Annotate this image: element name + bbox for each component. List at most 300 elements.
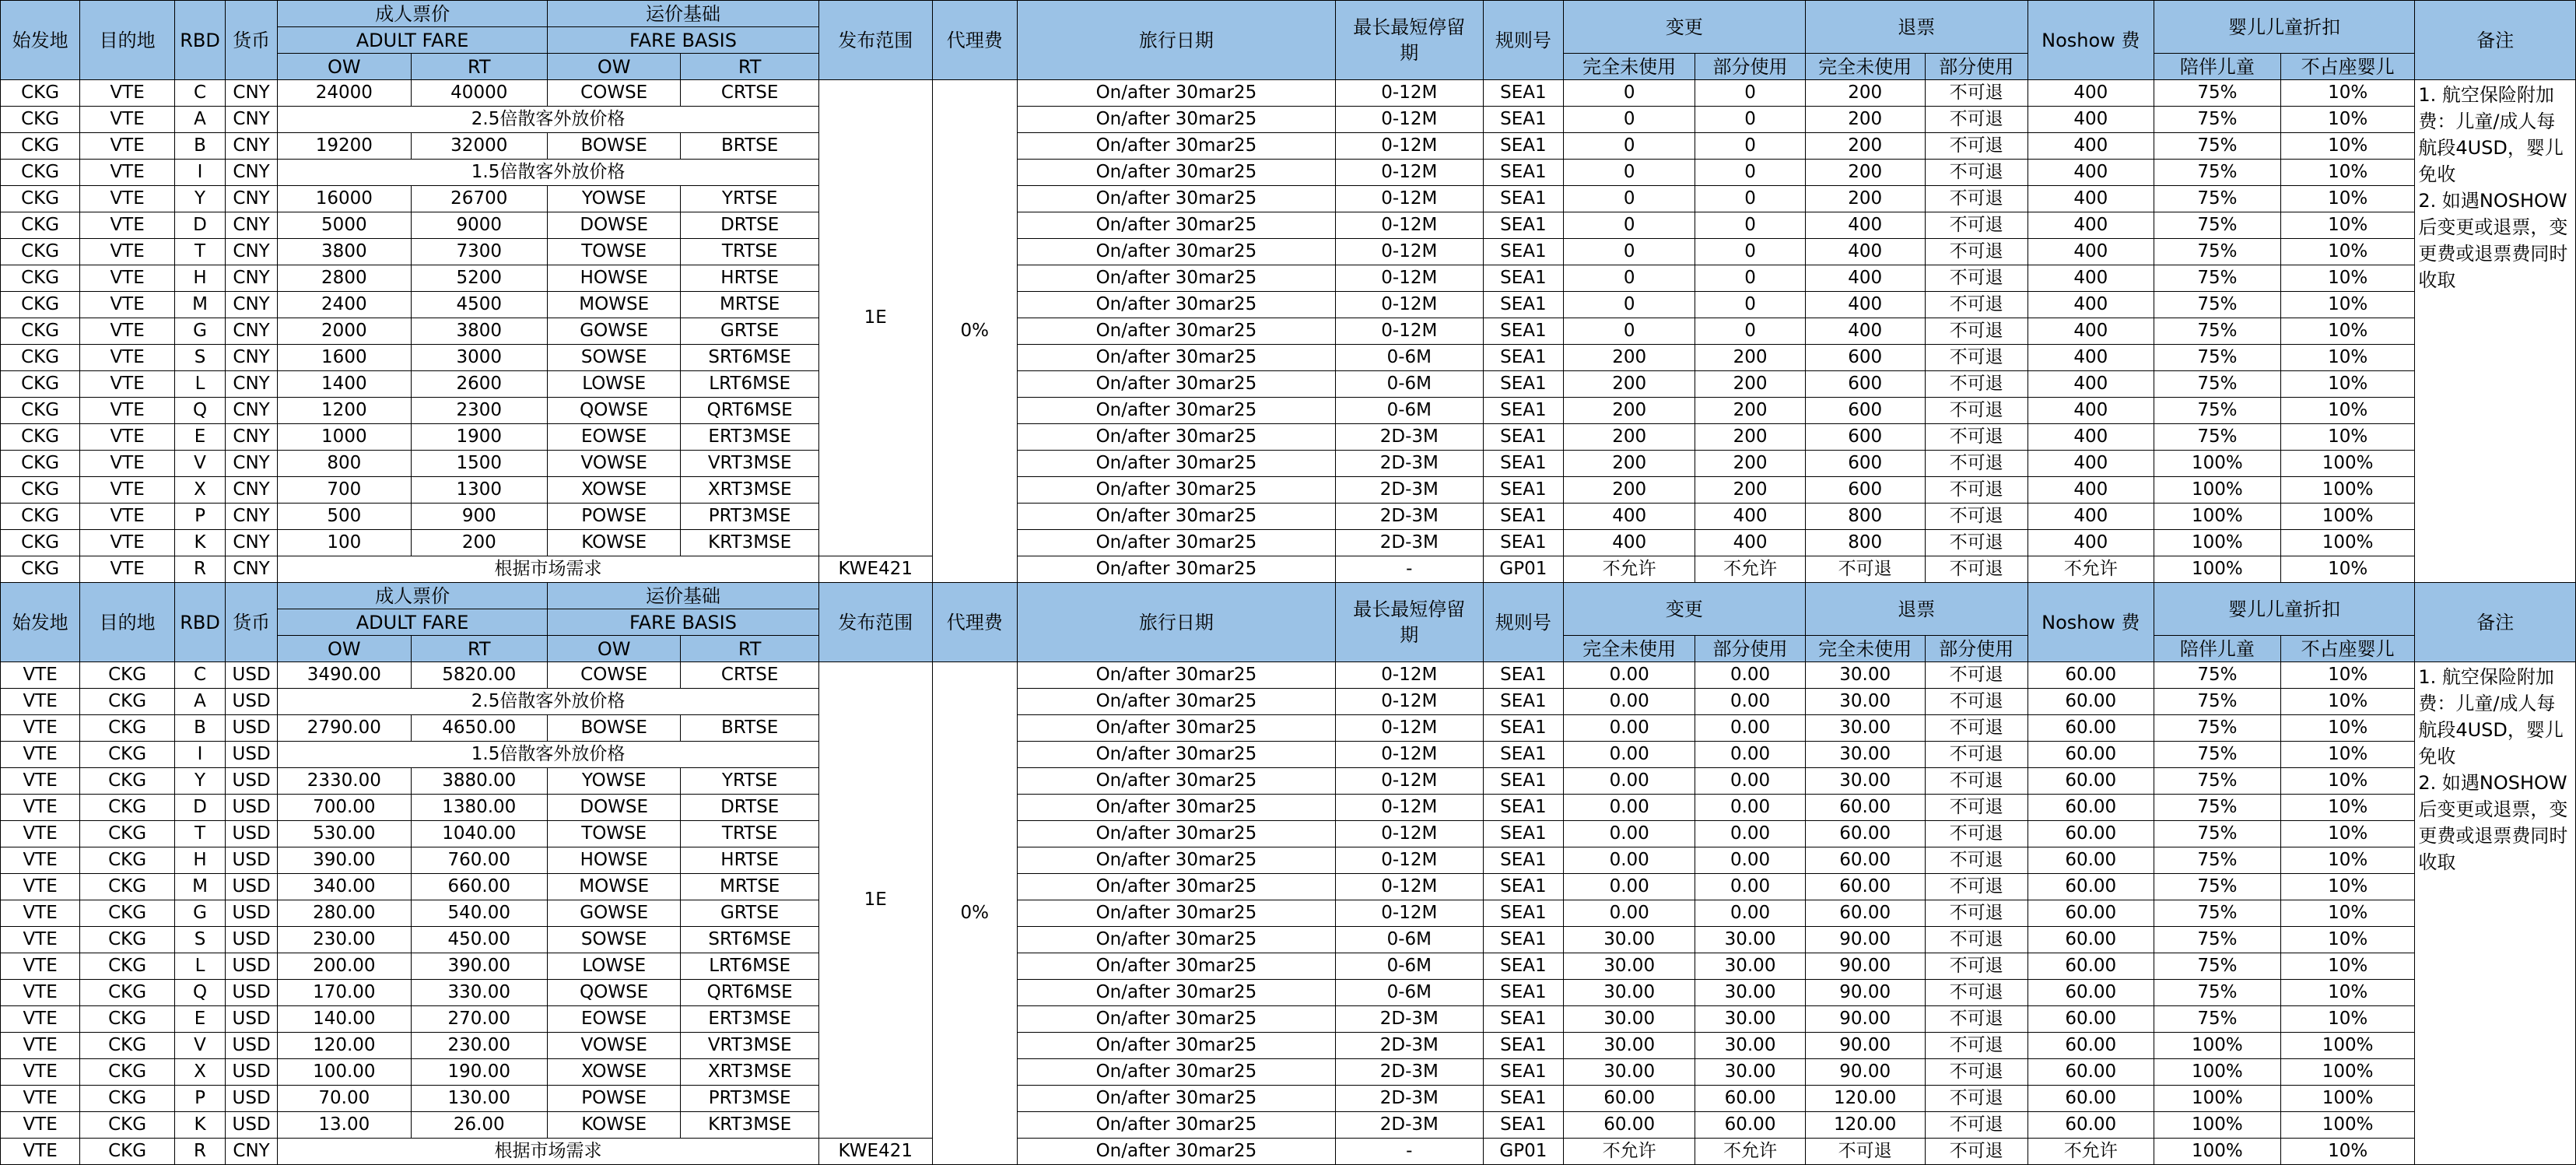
cell-stay: 2D-3M [1335, 530, 1483, 556]
cell-destination: CKG [80, 900, 175, 927]
cell-child-discount: 75% [2154, 1006, 2280, 1033]
cell-noshow: 60.00 [2028, 715, 2154, 742]
cell-change-partial: 0 [1695, 160, 1805, 186]
cell-destination: CKG [80, 927, 175, 953]
cell-rule: SEA1 [1483, 953, 1563, 980]
cell-change-partial: 0.00 [1695, 662, 1805, 689]
cell-child-discount: 75% [2154, 927, 2280, 953]
cell-refund-partial: 不可退 [1925, 980, 2028, 1006]
cell-infant-discount: 10% [2280, 742, 2414, 768]
cell-child-discount: 75% [2154, 821, 2280, 847]
cell-fare-ow: 2400 [278, 292, 411, 318]
header-fare-basis-en: FARE BASIS [548, 609, 819, 636]
cell-travel-date: On/after 30mar25 [1017, 742, 1335, 768]
cell-basis-rt: DRTSE [681, 795, 819, 821]
cell-refund-unused: 600 [1805, 424, 1925, 451]
cell-destination: VTE [80, 80, 175, 107]
table-row [1, 1006, 2576, 1033]
cell-travel-date: On/after 30mar25 [1017, 530, 1335, 556]
cell-rbd: G [175, 900, 226, 927]
cell-rbd: H [175, 847, 226, 874]
cell-scope: KWE421 [818, 1139, 932, 1165]
cell-currency: USD [226, 795, 278, 821]
cell-child-discount: 100% [2154, 1139, 2280, 1165]
cell-change-partial: 0.00 [1695, 821, 1805, 847]
cell-stay: 0-12M [1335, 689, 1483, 715]
cell-destination: VTE [80, 212, 175, 239]
header-change-fully-unused: 完全未使用 [1564, 636, 1695, 662]
cell-fare-note: 根据市场需求 [278, 1139, 819, 1165]
cell-stay: 2D-3M [1335, 1086, 1483, 1112]
cell-noshow: 400 [2028, 477, 2154, 504]
cell-change-unused: 200 [1564, 345, 1695, 371]
cell-rule: SEA1 [1483, 927, 1563, 953]
cell-origin: VTE [1, 715, 80, 742]
table-row [1, 1139, 2576, 1165]
cell-currency: USD [226, 980, 278, 1006]
cell-infant-discount: 100% [2280, 1059, 2414, 1086]
cell-fare-rt: 2600 [411, 371, 548, 398]
cell-change-partial: 0 [1695, 133, 1805, 160]
cell-currency: CNY [226, 133, 278, 160]
cell-refund-partial: 不可退 [1925, 1059, 2028, 1086]
cell-origin: CKG [1, 265, 80, 292]
cell-refund-partial: 不可退 [1925, 715, 2028, 742]
cell-noshow: 60.00 [2028, 742, 2154, 768]
header-rbd: RBD [175, 1, 226, 80]
cell-refund-partial: 不可退 [1925, 504, 2028, 530]
cell-noshow: 400 [2028, 265, 2154, 292]
cell-origin: CKG [1, 477, 80, 504]
cell-refund-unused: 90.00 [1805, 1033, 1925, 1059]
cell-change-partial: 0.00 [1695, 847, 1805, 874]
cell-refund-partial: 不可退 [1925, 795, 2028, 821]
cell-stay: 0-6M [1335, 371, 1483, 398]
cell-stay: 2D-3M [1335, 1033, 1483, 1059]
cell-change-partial: 60.00 [1695, 1086, 1805, 1112]
cell-change-unused: 30.00 [1564, 1033, 1695, 1059]
cell-rbd: S [175, 345, 226, 371]
cell-stay: 0-12M [1335, 900, 1483, 927]
cell-child-discount: 100% [2154, 556, 2280, 583]
header-scope: 发布范围 [818, 583, 932, 662]
cell-basis-rt: HRTSE [681, 265, 819, 292]
cell-fare-ow: 16000 [278, 186, 411, 212]
cell-origin: VTE [1, 1086, 80, 1112]
cell-infant-discount: 10% [2280, 80, 2414, 107]
table-row [1, 265, 2576, 292]
cell-refund-partial: 不可退 [1925, 212, 2028, 239]
header-rbd: RBD [175, 583, 226, 662]
cell-travel-date: On/after 30mar25 [1017, 768, 1335, 795]
header-fare-basis-cn: 运价基础 [548, 1, 819, 27]
cell-rule: SEA1 [1483, 107, 1563, 133]
cell-change-partial: 30.00 [1695, 953, 1805, 980]
cell-infant-discount: 100% [2280, 477, 2414, 504]
cell-currency: CNY [226, 212, 278, 239]
cell-change-unused: 0.00 [1564, 795, 1695, 821]
cell-fare-note: 根据市场需求 [278, 556, 819, 583]
cell-basis-rt: LRT6MSE [681, 371, 819, 398]
cell-infant-discount: 10% [2280, 953, 2414, 980]
cell-stay: 2D-3M [1335, 504, 1483, 530]
cell-fare-rt: 130.00 [411, 1086, 548, 1112]
cell-origin: CKG [1, 371, 80, 398]
cell-fare-rt: 2300 [411, 398, 548, 424]
cell-basis-rt: HRTSE [681, 847, 819, 874]
cell-change-unused: 60.00 [1564, 1112, 1695, 1139]
table-row [1, 451, 2576, 477]
cell-rule: SEA1 [1483, 742, 1563, 768]
cell-noshow: 60.00 [2028, 900, 2154, 927]
cell-rbd: V [175, 1033, 226, 1059]
cell-change-partial: 30.00 [1695, 1033, 1805, 1059]
cell-infant-discount: 10% [2280, 318, 2414, 345]
cell-refund-unused: 400 [1805, 292, 1925, 318]
cell-rbd: X [175, 1059, 226, 1086]
table-row [1, 212, 2576, 239]
cell-travel-date: On/after 30mar25 [1017, 371, 1335, 398]
header-remarks: 备注 [2415, 1, 2576, 80]
cell-refund-partial: 不可退 [1925, 318, 2028, 345]
cell-stay: 0-12M [1335, 318, 1483, 345]
cell-fare-rt: 200 [411, 530, 548, 556]
cell-currency: USD [226, 1112, 278, 1139]
cell-destination: CKG [80, 662, 175, 689]
cell-stay: 0-12M [1335, 186, 1483, 212]
cell-destination: VTE [80, 107, 175, 133]
cell-basis-rt: TRTSE [681, 821, 819, 847]
cell-rbd: P [175, 1086, 226, 1112]
cell-infant-discount: 10% [2280, 980, 2414, 1006]
cell-basis-rt: XRT3MSE [681, 477, 819, 504]
cell-rule: GP01 [1483, 556, 1563, 583]
cell-refund-unused: 200 [1805, 160, 1925, 186]
cell-stay: 0-12M [1335, 874, 1483, 900]
cell-origin: VTE [1, 1139, 80, 1165]
cell-remarks [2415, 662, 2576, 1165]
cell-basis-rt: MRTSE [681, 292, 819, 318]
cell-change-partial: 0.00 [1695, 689, 1805, 715]
cell-travel-date: On/after 30mar25 [1017, 795, 1335, 821]
header-agency-fee: 代理费 [932, 1, 1017, 80]
cell-infant-discount: 10% [2280, 398, 2414, 424]
cell-rule: SEA1 [1483, 980, 1563, 1006]
cell-origin: VTE [1, 689, 80, 715]
header-change-fully-unused: 完全未使用 [1564, 54, 1695, 80]
cell-rbd: B [175, 133, 226, 160]
cell-stay: 0-6M [1335, 927, 1483, 953]
cell-currency: USD [226, 1086, 278, 1112]
cell-change-unused: 不允许 [1564, 556, 1695, 583]
cell-fare-ow: 19200 [278, 133, 411, 160]
cell-refund-partial: 不可退 [1925, 900, 2028, 927]
cell-refund-partial: 不可退 [1925, 1006, 2028, 1033]
cell-change-partial: 30.00 [1695, 1059, 1805, 1086]
cell-rule: SEA1 [1483, 133, 1563, 160]
cell-change-unused: 0 [1564, 80, 1695, 107]
cell-refund-unused: 200 [1805, 186, 1925, 212]
cell-child-discount: 75% [2154, 107, 2280, 133]
cell-noshow: 400 [2028, 80, 2154, 107]
header-scope: 发布范围 [818, 1, 932, 80]
cell-fare-rt: 760.00 [411, 847, 548, 874]
cell-basis-ow: GOWSE [548, 900, 681, 927]
cell-currency: CNY [226, 1139, 278, 1165]
cell-child-discount: 100% [2154, 451, 2280, 477]
cell-currency: CNY [226, 424, 278, 451]
header-currency: 货币 [226, 583, 278, 662]
cell-change-unused: 0 [1564, 160, 1695, 186]
cell-basis-rt: SRT6MSE [681, 345, 819, 371]
cell-travel-date: On/after 30mar25 [1017, 504, 1335, 530]
cell-basis-ow: COWSE [548, 662, 681, 689]
cell-origin: VTE [1, 927, 80, 953]
cell-refund-partial: 不可退 [1925, 265, 2028, 292]
cell-rule: SEA1 [1483, 477, 1563, 504]
cell-travel-date: On/after 30mar25 [1017, 1112, 1335, 1139]
cell-stay: 0-12M [1335, 715, 1483, 742]
cell-rbd: R [175, 1139, 226, 1165]
cell-noshow: 60.00 [2028, 874, 2154, 900]
cell-rbd: I [175, 742, 226, 768]
table-row [1, 186, 2576, 212]
header-refund-partially-used: 部分使用 [1925, 54, 2028, 80]
cell-child-discount: 75% [2154, 186, 2280, 212]
cell-basis-rt: PRT3MSE [681, 1086, 819, 1112]
cell-fare-ow: 100.00 [278, 1059, 411, 1086]
cell-change-partial: 200 [1695, 424, 1805, 451]
cell-currency: USD [226, 1059, 278, 1086]
table-row [1, 768, 2576, 795]
cell-rule: SEA1 [1483, 292, 1563, 318]
cell-child-discount: 75% [2154, 953, 2280, 980]
cell-basis-ow: HOWSE [548, 265, 681, 292]
cell-rbd: Q [175, 980, 226, 1006]
cell-origin: CKG [1, 107, 80, 133]
cell-infant-discount: 10% [2280, 1139, 2414, 1165]
cell-stay: 0-12M [1335, 160, 1483, 186]
cell-origin: VTE [1, 662, 80, 689]
cell-change-unused: 30.00 [1564, 1006, 1695, 1033]
cell-refund-unused: 800 [1805, 504, 1925, 530]
cell-origin: CKG [1, 239, 80, 265]
cell-fare-rt: 4650.00 [411, 715, 548, 742]
cell-rule: SEA1 [1483, 265, 1563, 292]
cell-rule: SEA1 [1483, 768, 1563, 795]
cell-fare-note: 1.5倍散客外放价格 [278, 742, 819, 768]
cell-change-unused: 0.00 [1564, 900, 1695, 927]
cell-travel-date: On/after 30mar25 [1017, 107, 1335, 133]
header-basis-ow: OW [548, 636, 681, 662]
cell-refund-unused: 30.00 [1805, 715, 1925, 742]
cell-infant-discount: 10% [2280, 239, 2414, 265]
cell-change-unused: 200 [1564, 371, 1695, 398]
cell-stay: 0-12M [1335, 821, 1483, 847]
table-row [1, 371, 2576, 398]
table-row [1, 107, 2576, 133]
cell-basis-ow: KOWSE [548, 1112, 681, 1139]
cell-travel-date: On/after 30mar25 [1017, 239, 1335, 265]
cell-travel-date: On/after 30mar25 [1017, 715, 1335, 742]
cell-currency: CNY [226, 318, 278, 345]
table-row [1, 1033, 2576, 1059]
cell-refund-partial: 不可退 [1925, 689, 2028, 715]
cell-stay: 2D-3M [1335, 477, 1483, 504]
cell-fare-rt: 540.00 [411, 900, 548, 927]
cell-change-partial: 0 [1695, 318, 1805, 345]
cell-refund-unused: 60.00 [1805, 847, 1925, 874]
cell-refund-partial: 不可退 [1925, 768, 2028, 795]
cell-fare-ow: 170.00 [278, 980, 411, 1006]
cell-rbd: Q [175, 398, 226, 424]
cell-fare-ow: 140.00 [278, 1006, 411, 1033]
cell-refund-partial: 不可退 [1925, 1139, 2028, 1165]
header-fare-basis-cn: 运价基础 [548, 583, 819, 609]
cell-basis-ow: MOWSE [548, 292, 681, 318]
cell-basis-rt: ERT3MSE [681, 1006, 819, 1033]
cell-change-unused: 0 [1564, 186, 1695, 212]
cell-change-partial: 30.00 [1695, 1006, 1805, 1033]
cell-fare-rt: 32000 [411, 133, 548, 160]
cell-travel-date: On/after 30mar25 [1017, 662, 1335, 689]
cell-origin: VTE [1, 953, 80, 980]
cell-travel-date: On/after 30mar25 [1017, 1006, 1335, 1033]
cell-rbd: D [175, 212, 226, 239]
cell-fare-rt: 3800 [411, 318, 548, 345]
cell-infant-discount: 100% [2280, 504, 2414, 530]
table-row [1, 80, 2576, 107]
cell-basis-ow: LOWSE [548, 953, 681, 980]
cell-currency: USD [226, 874, 278, 900]
cell-refund-unused: 600 [1805, 371, 1925, 398]
cell-destination: CKG [80, 953, 175, 980]
cell-rule: SEA1 [1483, 1033, 1563, 1059]
cell-basis-ow: DOWSE [548, 795, 681, 821]
cell-change-unused: 200 [1564, 477, 1695, 504]
header-rule-no: 规则号 [1483, 583, 1563, 662]
cell-rule: SEA1 [1483, 186, 1563, 212]
table-row [1, 1059, 2576, 1086]
cell-change-unused: 30.00 [1564, 980, 1695, 1006]
cell-destination: VTE [80, 292, 175, 318]
cell-fare-ow: 2330.00 [278, 768, 411, 795]
cell-scope: KWE421 [818, 556, 932, 583]
cell-fare-ow: 13.00 [278, 1112, 411, 1139]
cell-stay: 0-12M [1335, 768, 1483, 795]
cell-rbd: A [175, 107, 226, 133]
cell-rule: SEA1 [1483, 451, 1563, 477]
header-refund: 退票 [1805, 583, 2028, 636]
table-row [1, 239, 2576, 265]
cell-rule: SEA1 [1483, 874, 1563, 900]
cell-noshow: 400 [2028, 451, 2154, 477]
cell-rbd: E [175, 1006, 226, 1033]
cell-fare-note: 2.5倍散客外放价格 [278, 107, 819, 133]
cell-change-unused: 30.00 [1564, 927, 1695, 953]
cell-origin: CKG [1, 530, 80, 556]
cell-change-partial: 0 [1695, 212, 1805, 239]
cell-child-discount: 75% [2154, 768, 2280, 795]
cell-child-discount: 100% [2154, 504, 2280, 530]
cell-refund-unused: 400 [1805, 318, 1925, 345]
cell-infant-discount: 10% [2280, 160, 2414, 186]
cell-refund-partial: 不可退 [1925, 160, 2028, 186]
cell-rbd: T [175, 821, 226, 847]
cell-stay: 0-12M [1335, 662, 1483, 689]
cell-basis-rt: VRT3MSE [681, 1033, 819, 1059]
cell-rbd: Y [175, 768, 226, 795]
cell-basis-rt: TRTSE [681, 239, 819, 265]
cell-refund-unused: 600 [1805, 477, 1925, 504]
cell-fare-ow: 3800 [278, 239, 411, 265]
cell-infant-discount: 10% [2280, 927, 2414, 953]
cell-basis-ow: TOWSE [548, 239, 681, 265]
cell-destination: VTE [80, 477, 175, 504]
cell-currency: USD [226, 900, 278, 927]
cell-travel-date: On/after 30mar25 [1017, 160, 1335, 186]
cell-basis-ow: SOWSE [548, 345, 681, 371]
cell-currency: CNY [226, 265, 278, 292]
cell-noshow: 400 [2028, 530, 2154, 556]
cell-change-unused: 0 [1564, 133, 1695, 160]
cell-fare-ow: 390.00 [278, 847, 411, 874]
cell-destination: CKG [80, 1059, 175, 1086]
cell-change-unused: 0 [1564, 107, 1695, 133]
cell-noshow: 60.00 [2028, 689, 2154, 715]
cell-child-discount: 100% [2154, 477, 2280, 504]
cell-change-unused: 400 [1564, 504, 1695, 530]
table-row [1, 504, 2576, 530]
cell-destination: VTE [80, 186, 175, 212]
cell-refund-unused: 90.00 [1805, 1059, 1925, 1086]
cell-travel-date: On/after 30mar25 [1017, 847, 1335, 874]
cell-stay: 0-12M [1335, 133, 1483, 160]
cell-refund-unused: 600 [1805, 398, 1925, 424]
cell-refund-partial: 不可退 [1925, 530, 2028, 556]
cell-refund-partial: 不可退 [1925, 292, 2028, 318]
cell-infant-discount: 10% [2280, 689, 2414, 715]
cell-change-unused: 0.00 [1564, 821, 1695, 847]
cell-rbd: C [175, 662, 226, 689]
cell-origin: CKG [1, 398, 80, 424]
cell-fare-ow: 280.00 [278, 900, 411, 927]
cell-infant-discount: 10% [2280, 847, 2414, 874]
cell-basis-rt: MRTSE [681, 874, 819, 900]
cell-origin: VTE [1, 874, 80, 900]
cell-refund-unused: 200 [1805, 80, 1925, 107]
cell-fare-ow: 1400 [278, 371, 411, 398]
cell-rule: SEA1 [1483, 318, 1563, 345]
cell-rule: SEA1 [1483, 530, 1563, 556]
table-row [1, 133, 2576, 160]
cell-refund-partial: 不可退 [1925, 186, 2028, 212]
cell-origin: CKG [1, 160, 80, 186]
cell-noshow: 60.00 [2028, 795, 2154, 821]
cell-refund-partial: 不可退 [1925, 927, 2028, 953]
cell-travel-date: On/after 30mar25 [1017, 821, 1335, 847]
cell-stay: 2D-3M [1335, 1006, 1483, 1033]
cell-destination: VTE [80, 530, 175, 556]
cell-origin: CKG [1, 424, 80, 451]
cell-change-partial: 400 [1695, 530, 1805, 556]
cell-destination: VTE [80, 239, 175, 265]
cell-rbd: P [175, 504, 226, 530]
cell-destination: VTE [80, 398, 175, 424]
header-change-partially-used: 部分使用 [1695, 54, 1805, 80]
cell-currency: USD [226, 689, 278, 715]
cell-basis-rt: ERT3MSE [681, 424, 819, 451]
